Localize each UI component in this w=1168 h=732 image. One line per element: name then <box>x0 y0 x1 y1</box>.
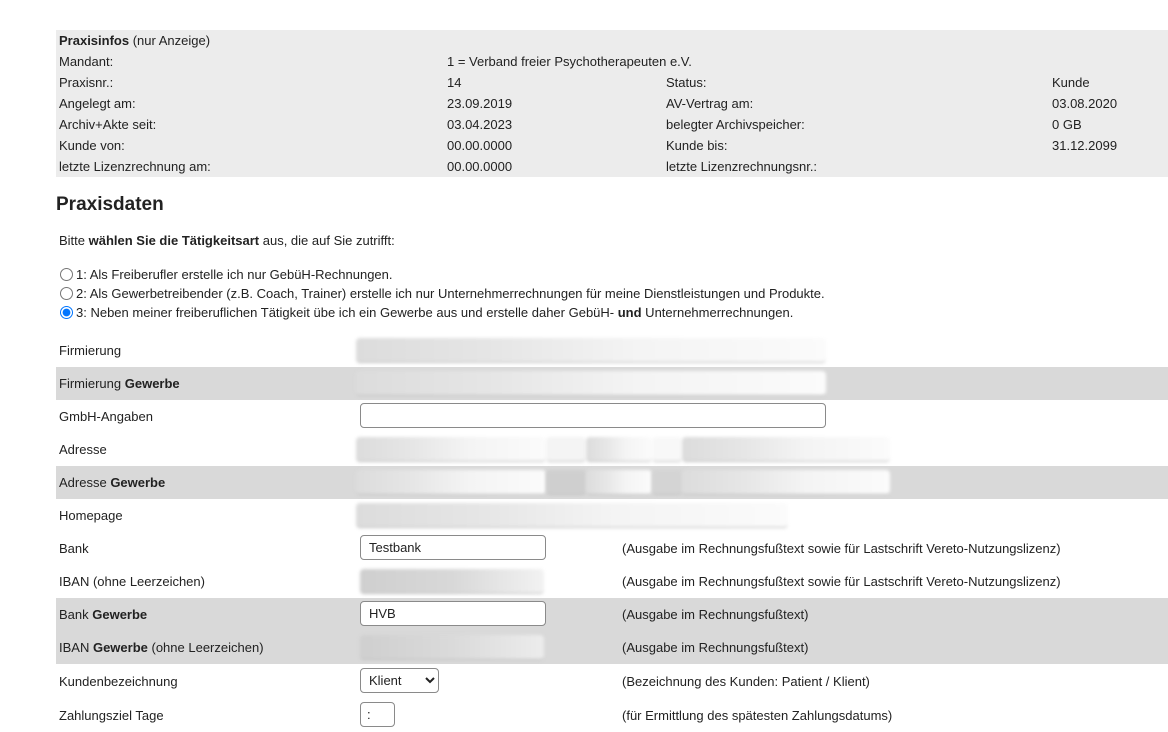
taetigkeitsart-option-2[interactable] <box>60 284 825 302</box>
info-label: Praxisnr.: <box>59 75 114 90</box>
adresse-gewerbe-ort-input[interactable] <box>682 470 890 495</box>
zahlungsziel-label: Zahlungsziel Tage <box>59 708 164 723</box>
info-value: 31.12.2099 <box>1052 138 1118 153</box>
row-firmierung-gewerbe <box>56 367 1168 400</box>
row-zahlungsziel <box>56 699 1168 732</box>
adresse-gewerbe-label: Adresse Gewerbe <box>59 475 166 490</box>
info-label: letzte Lizenzrechnung am: <box>59 159 211 174</box>
row-bank-gewerbe <box>56 598 1168 631</box>
homepage-input[interactable] <box>356 503 788 528</box>
option-label: 3: Neben meiner freiberuflichen Tätigkeit übe ich ein Gewerbe aus und erstelle daher GebüH- und Unternehmerrechnungen. <box>76 304 794 320</box>
adresse-gap <box>546 437 586 462</box>
praxisinfos-title: Praxisinfos <box>59 33 130 48</box>
adresse-strasse-input[interactable] <box>356 437 546 462</box>
praxisinfos-header <box>56 30 1168 51</box>
row-adresse-gewerbe <box>56 466 1168 499</box>
firmierung-input[interactable] <box>356 338 826 363</box>
iban-gewerbe-input[interactable] <box>360 635 544 660</box>
bank-gewerbe-note: (Ausgabe im Rechnungsfußtext) <box>622 607 809 622</box>
info-value: 14 <box>447 75 462 90</box>
info-label: Kunde von: <box>59 138 125 153</box>
option-label: 1: Als Freiberufler erstelle ich nur GebüH-Rechnungen. <box>76 266 393 282</box>
taetigkeitsart-radio-1[interactable] <box>60 268 73 281</box>
iban-gewerbe-label: IBAN Gewerbe (ohne Leerzeichen) <box>59 640 264 655</box>
adresse-gewerbe-plz-input[interactable] <box>586 470 652 495</box>
row-bank <box>56 532 1168 565</box>
praxisinfos-title-suffix: (nur Anzeige) <box>132 33 211 48</box>
info-value: 03.04.2023 <box>447 117 513 132</box>
zahlungsziel-note: (für Ermittlung des spätesten Zahlungsdatums) <box>622 708 893 723</box>
mandant-value: 1 = Verband freier Psychotherapeuten e.V. <box>447 54 692 69</box>
adresse-gap <box>652 437 682 462</box>
info-label: Status: <box>666 75 707 90</box>
adresse-gewerbe-strasse-input[interactable] <box>356 470 546 495</box>
info-label: Angelegt am: <box>59 96 136 111</box>
mandant-label: Mandant: <box>59 54 114 69</box>
gmbh-angaben-label: GmbH-Angaben <box>59 409 153 424</box>
adresse-ort-input[interactable] <box>682 437 890 462</box>
kundenbezeichnung-select[interactable] <box>360 668 439 693</box>
info-label: letzte Lizenzrechnungsnr.: <box>666 159 818 174</box>
bank-note: (Ausgabe im Rechnungsfußtext sowie für Lastschrift Vereto-Nutzungslizenz) <box>622 541 1061 556</box>
row-gmbh-angaben <box>56 400 1168 433</box>
praxisinfos-row <box>56 72 1168 93</box>
praxisinfos-row <box>56 114 1168 135</box>
adresse-gap <box>652 470 682 495</box>
zahlungsziel-input[interactable] <box>360 702 395 727</box>
praxisinfos-row <box>56 156 1168 177</box>
iban-note: (Ausgabe im Rechnungsfußtext sowie für Lastschrift Vereto-Nutzungslizenz) <box>622 574 1061 589</box>
bank-gewerbe-label: Bank Gewerbe <box>59 607 148 622</box>
info-value: 0 GB <box>1052 117 1082 132</box>
bank-label: Bank <box>59 541 89 556</box>
info-value: 03.08.2020 <box>1052 96 1118 111</box>
taetigkeitsart-radio-3[interactable] <box>60 306 73 319</box>
info-label: belegter Archivspeicher: <box>666 117 805 132</box>
row-adresse <box>56 433 1168 466</box>
iban-input[interactable] <box>360 569 544 594</box>
option-label: 2: Als Gewerbetreibender (z.B. Coach, Trainer) erstelle ich nur Unternehmerrechnungen für meine Dienstleistungen und Produkte. <box>76 285 825 301</box>
taetigkeitsart-radio-2[interactable] <box>60 287 73 300</box>
adresse-gap <box>546 470 586 495</box>
info-label: Archiv+Akte seit: <box>59 117 157 132</box>
kundenbezeichnung-label: Kundenbezeichnung <box>59 674 178 689</box>
info-value: 00.00.0000 <box>447 159 513 174</box>
praxisinfos-row <box>56 93 1168 114</box>
homepage-label: Homepage <box>59 508 123 523</box>
info-value: Kunde <box>1052 75 1090 90</box>
iban-gewerbe-note: (Ausgabe im Rechnungsfußtext) <box>622 640 809 655</box>
iban-label: IBAN (ohne Leerzeichen) <box>59 574 205 589</box>
row-homepage <box>56 499 1168 532</box>
taetigkeitsart-prompt: Bitte wählen Sie die Tätigkeitsart aus, die auf Sie zutrifft: <box>59 233 395 248</box>
row-firmierung <box>56 334 1168 367</box>
praxisinfos-row <box>56 135 1168 156</box>
firmierung-gewerbe-input[interactable] <box>356 371 826 396</box>
bank-gewerbe-input[interactable] <box>360 601 546 626</box>
praxisinfos-row-mandant <box>56 51 1168 72</box>
info-label: Kunde bis: <box>666 138 728 153</box>
row-kundenbezeichnung <box>56 665 1168 698</box>
adresse-plz-input[interactable] <box>586 437 652 462</box>
firmierung-label: Firmierung <box>59 343 122 358</box>
row-iban-gewerbe <box>56 631 1168 664</box>
kundenbezeichnung-note: (Bezeichnung des Kunden: Patient / Klient) <box>622 674 870 689</box>
taetigkeitsart-option-3[interactable] <box>60 303 793 321</box>
info-label: AV-Vertrag am: <box>666 96 754 111</box>
bank-input[interactable] <box>360 535 546 560</box>
info-value: 00.00.0000 <box>447 138 513 153</box>
info-value: 23.09.2019 <box>447 96 513 111</box>
gmbh-angaben-input[interactable] <box>360 403 826 428</box>
praxisinfos-panel <box>56 30 1168 177</box>
row-iban <box>56 565 1168 598</box>
adresse-label: Adresse <box>59 442 107 457</box>
taetigkeitsart-option-1[interactable] <box>60 265 393 283</box>
firmierung-gewerbe-label: Firmierung Gewerbe <box>59 376 180 391</box>
praxisdaten-heading: Praxisdaten <box>56 194 164 215</box>
